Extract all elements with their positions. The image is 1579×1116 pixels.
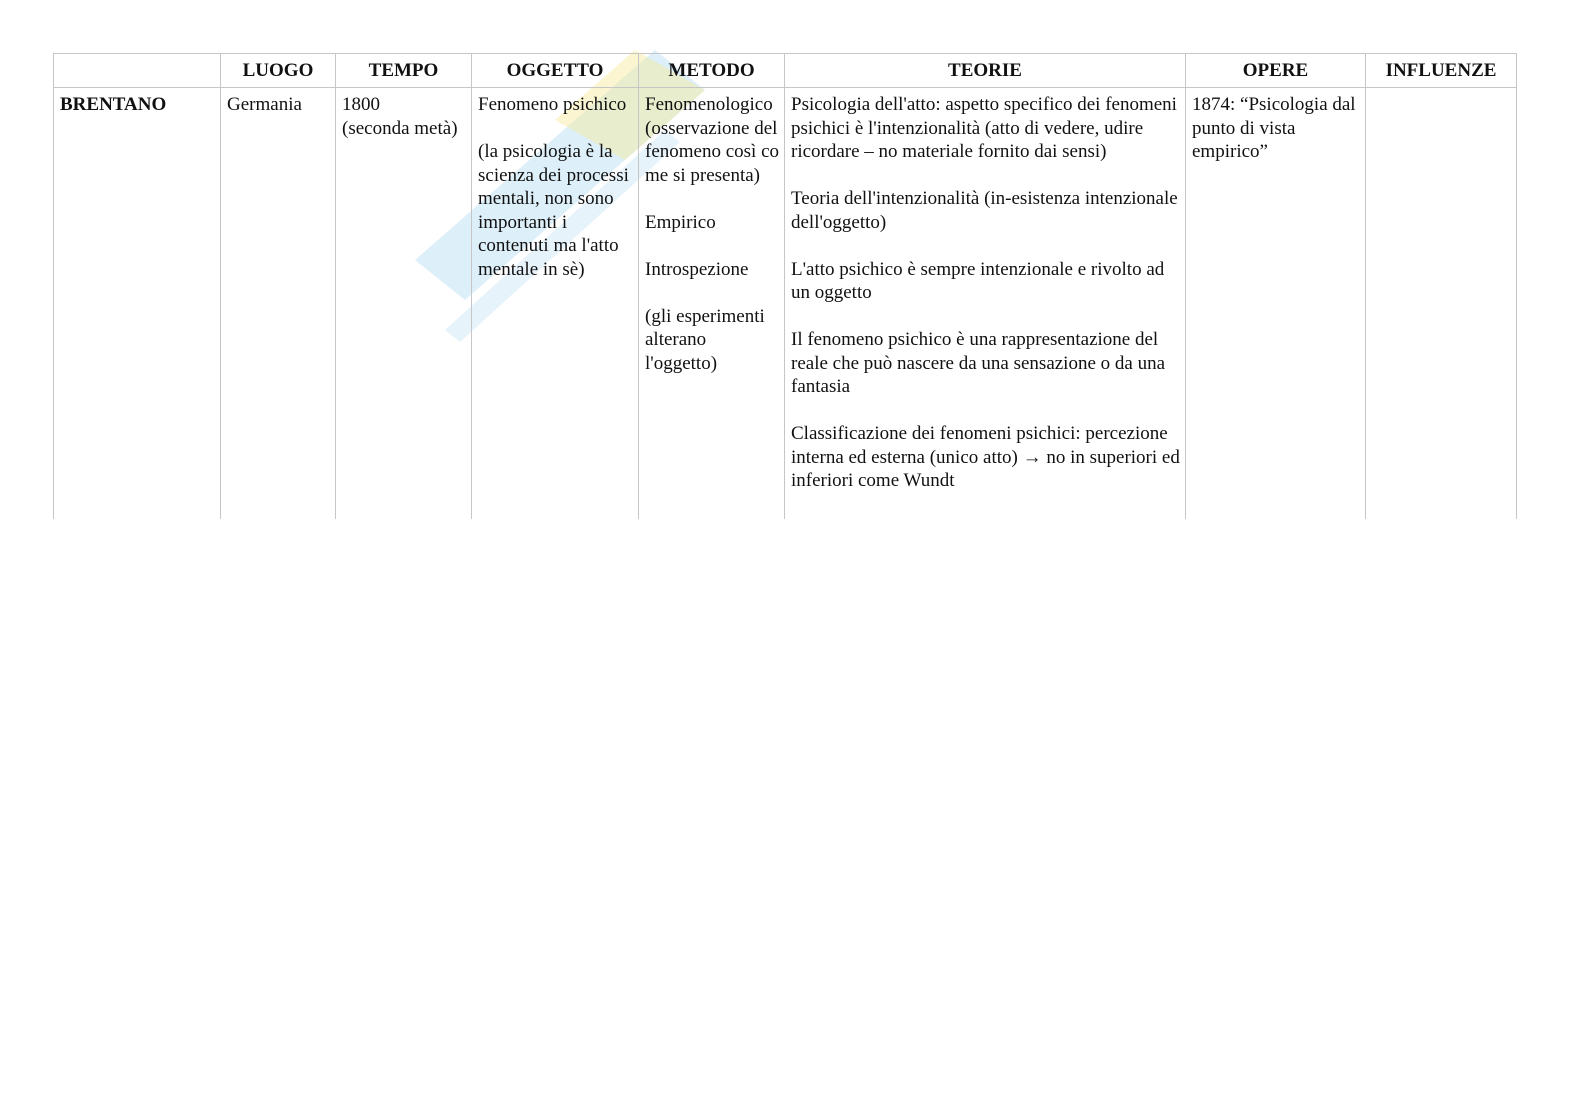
oggetto-paragraph: Fenomeno psichico [478,94,627,115]
data-table [53,53,1517,519]
metodo-paragraph: Introspezione [645,258,749,280]
header-cell-luogo: LUOGO [221,54,336,88]
metodo-paragraph: Empirico [645,211,716,233]
header-cell-oggetto: OGGETTO [472,54,639,88]
tempo-line: (seconda metà) [342,117,458,139]
tempo-line: 1800 [342,94,380,115]
header-row [54,54,1517,88]
metodo-paragraph: (gli esperimenti alterano l'oggetto) [645,305,765,374]
teorie-paragraph: Classificazione dei fenomeni psichici: percezione interna ed esterna (unico atto) → no in superiori ed inferiori come Wundt [791,423,1180,491]
teorie-paragraph: Teoria dell'intenzionalità (in-esistenza intenzionale dell'oggetto) [791,188,1178,233]
cell-oggetto [472,88,639,520]
cell-opere: 1874: “Psicologia dal punto di vista empirico” [1186,88,1366,520]
cell-luogo: Germania [221,88,336,520]
cell-metodo [639,88,785,520]
header-cell-metodo: METODO [639,54,785,88]
header-cell-influenze: INFLUENZE [1366,54,1517,88]
table-row [54,88,1517,520]
teorie-paragraph: Il fenomeno psichico è una rappresentazione del reale che può nascere da una sensazione o da una fantasia [791,329,1166,397]
cell-tempo [336,88,472,520]
cell-name: BRENTANO [54,88,221,520]
header-cell-teorie: TEORIE [785,54,1186,88]
header-cell-opere: OPERE [1186,54,1366,88]
metodo-paragraph: Fenomenologico (osservazione del fenomeno così come si presenta) [645,94,780,186]
cell-teorie [785,88,1186,520]
header-cell-tempo: TEMPO [336,54,472,88]
header-cell-empty [54,54,221,88]
teorie-paragraph: L'atto psichico è sempre intenzionale e rivolto ad un oggetto [791,258,1165,303]
teorie-paragraph: Psicologia dell'atto: aspetto specifico dei fenomeni psichici è l'intenzionalità (atto di vedere, udire ricordare – no materiale fornito dai sensi) [791,94,1177,162]
cell-influenze [1366,88,1517,520]
oggetto-paragraph: (la psicologia è la scienza dei processi mentali, non sono importanti i contenuti ma l'atto mentale in sè) [478,141,629,280]
